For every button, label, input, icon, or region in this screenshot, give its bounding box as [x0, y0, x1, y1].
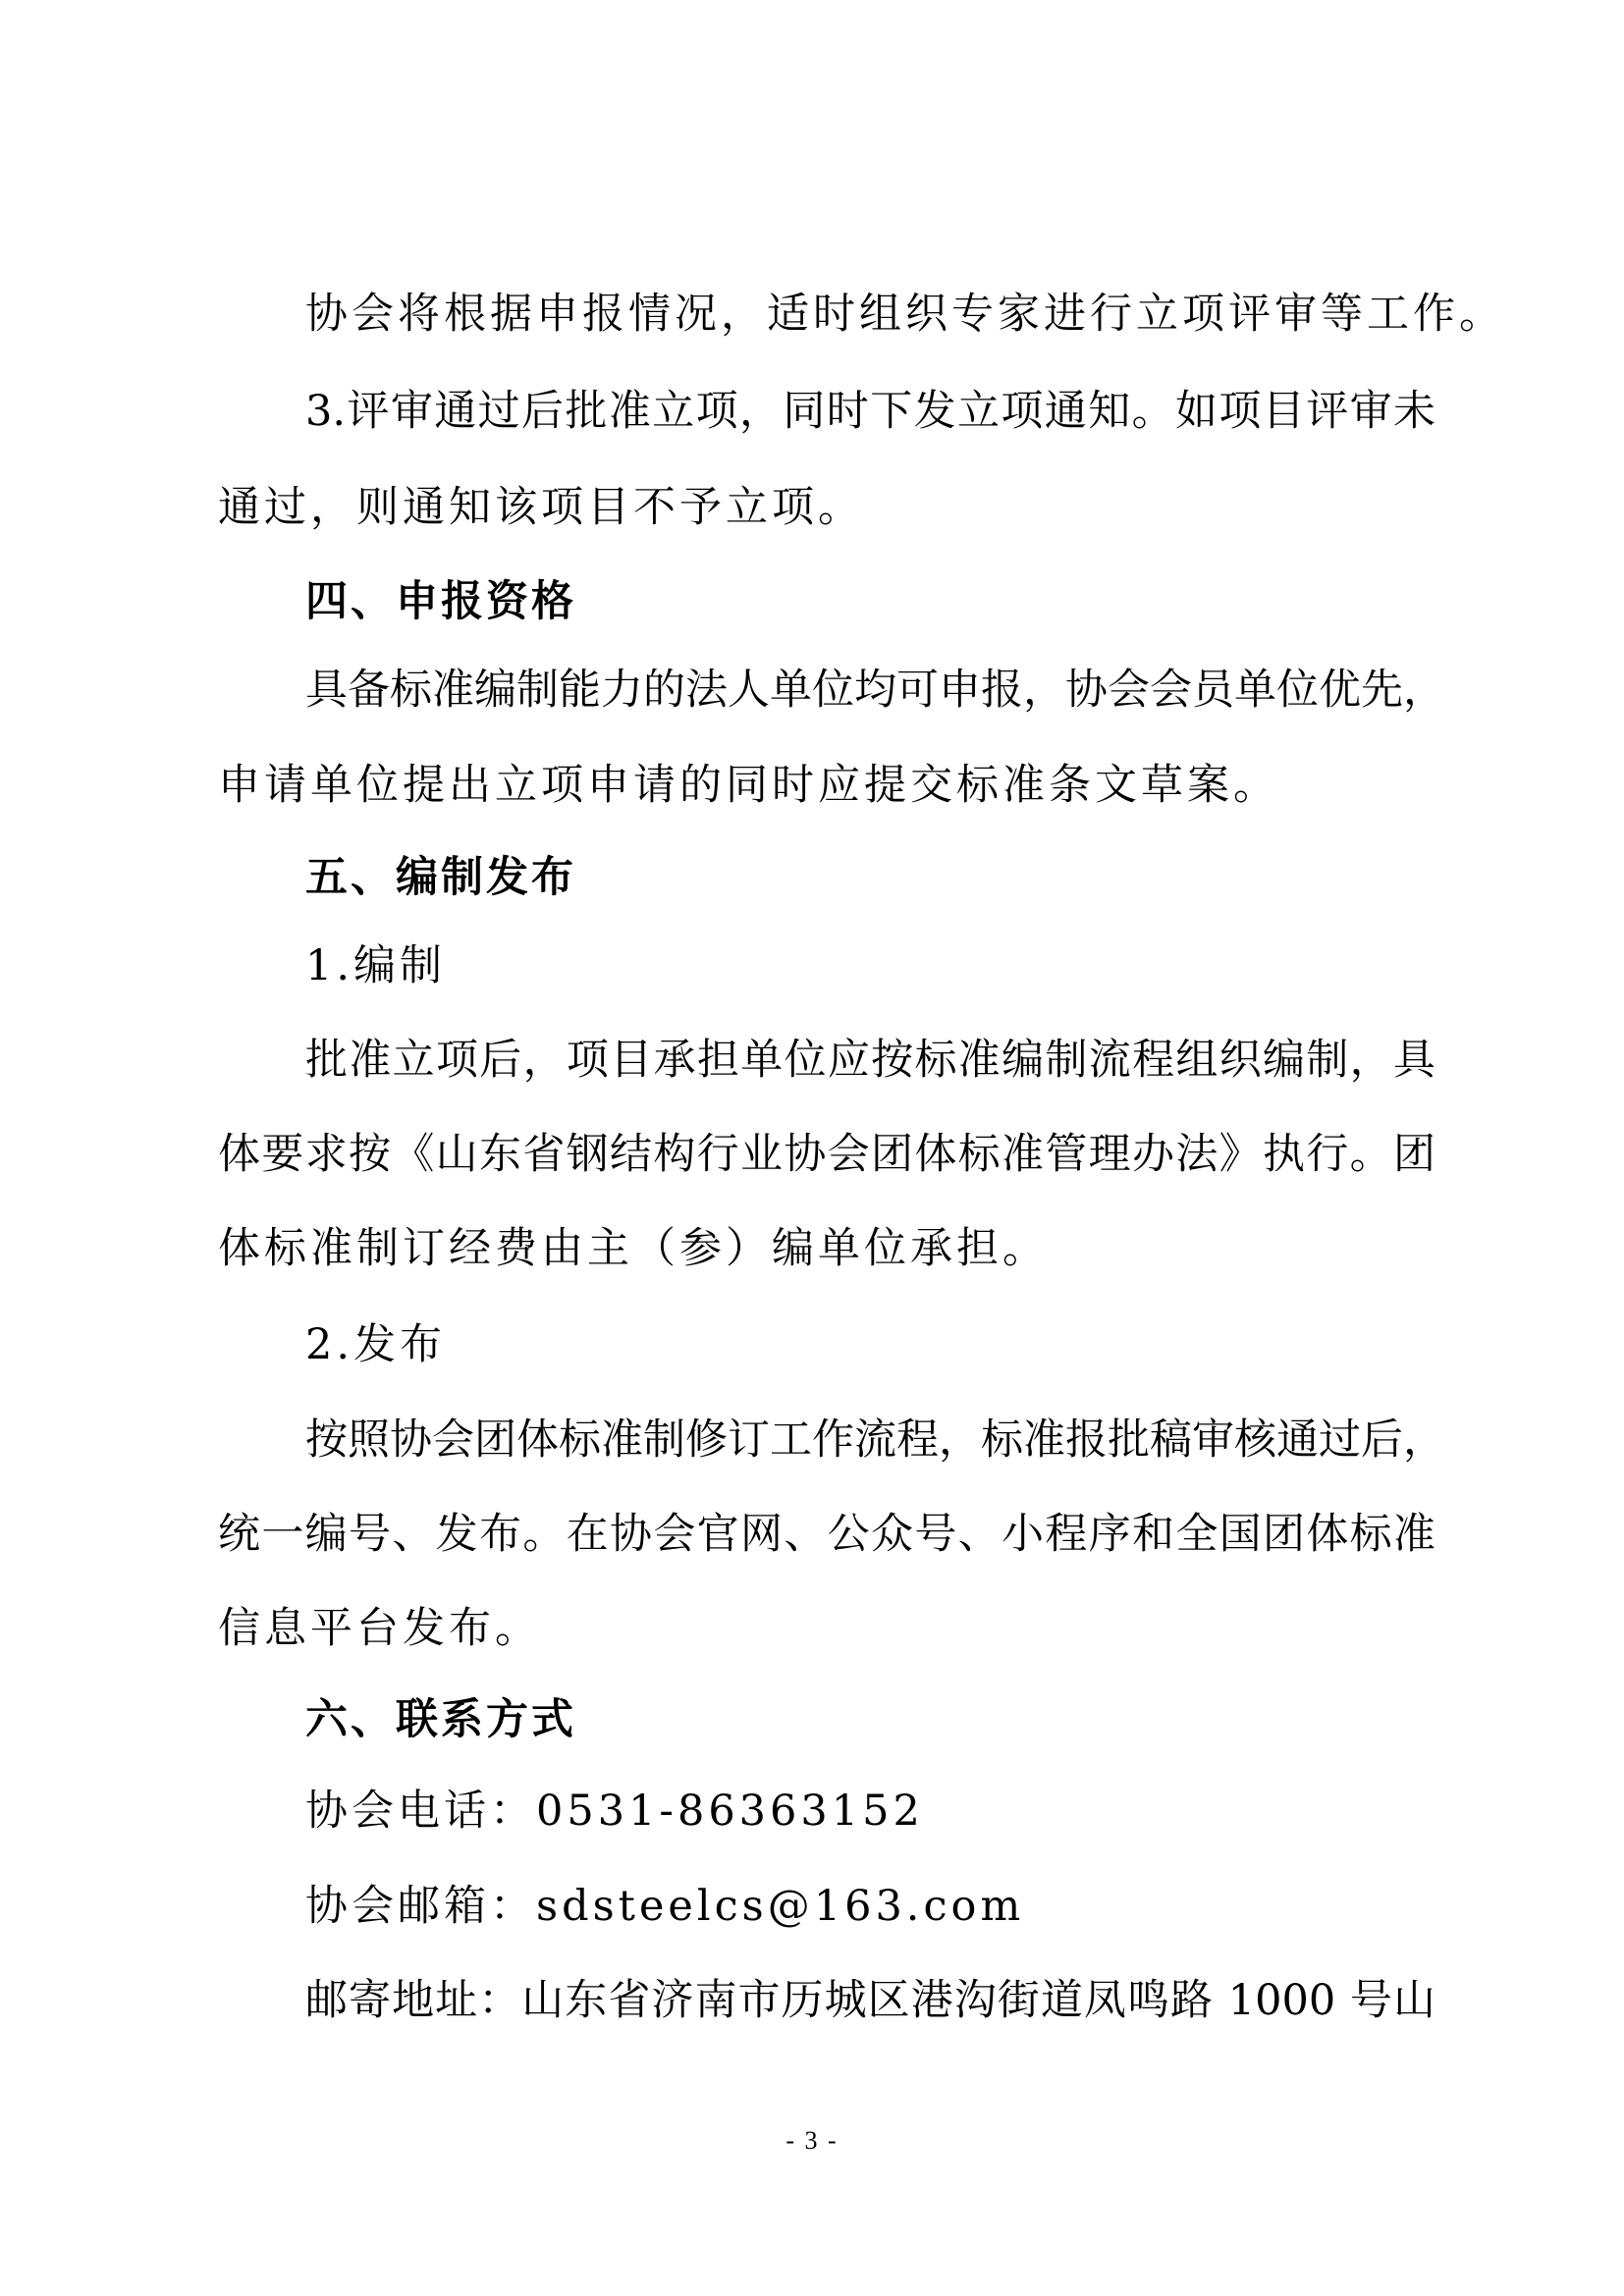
- section-heading-compile-publish: 五、编制发布: [305, 853, 576, 902]
- page-number: - 3 -: [785, 2126, 839, 2155]
- contact-phone: 协会电话：0531-86363152: [305, 1787, 924, 1836]
- paragraph-line-publish-3: 信息平台发布。: [218, 1604, 541, 1653]
- contact-address: 邮寄地址：山东省济南市历城区港沟街道凤鸣路 1000 号山: [305, 1976, 1435, 2025]
- paragraph-line-approval-2: 通过，则通知该项目不予立项。: [218, 483, 864, 532]
- paragraph-line-approval-1: 3.评审通过后批准立项，同时下发立项通知。如项目评审未: [305, 387, 1435, 436]
- paragraph-line-compile-1: 批准立项后，项目承担单位应按标准编制流程组织编制，具: [305, 1036, 1435, 1085]
- section-heading-qualification: 四、申报资格: [305, 577, 576, 626]
- subsection-heading-compile: 1.编制: [305, 941, 447, 990]
- paragraph-line-publish-1: 按照协会团体标准制修订工作流程，标准报批稿审核通过后，: [305, 1415, 1445, 1465]
- subsection-heading-publish: 2.发布: [305, 1320, 447, 1369]
- paragraph-line-qualification-1: 具备标准编制能力的法人单位均可申报，协会会员单位优先，: [305, 666, 1445, 715]
- paragraph-line-review-process: 协会将根据申报情况，适时组织专家进行立项评审等工作。: [305, 290, 1505, 339]
- paragraph-line-publish-2: 统一编号、发布。在协会官网、公众号、小程序和全国团体标准: [218, 1510, 1435, 1559]
- paragraph-line-compile-2: 体要求按《山东省钢结构行业协会团体标准管理办法》执行。团: [218, 1130, 1435, 1179]
- section-heading-contact: 六、联系方式: [305, 1695, 576, 1744]
- paragraph-line-compile-3: 体标准制订经费由主（参）编单位承担。: [218, 1224, 1049, 1273]
- contact-email: 协会邮箱：sdsteelcs@163.com: [305, 1882, 1025, 1931]
- paragraph-line-qualification-2: 申请单位提出立项申请的同时应提交标准条文草案。: [218, 761, 1279, 810]
